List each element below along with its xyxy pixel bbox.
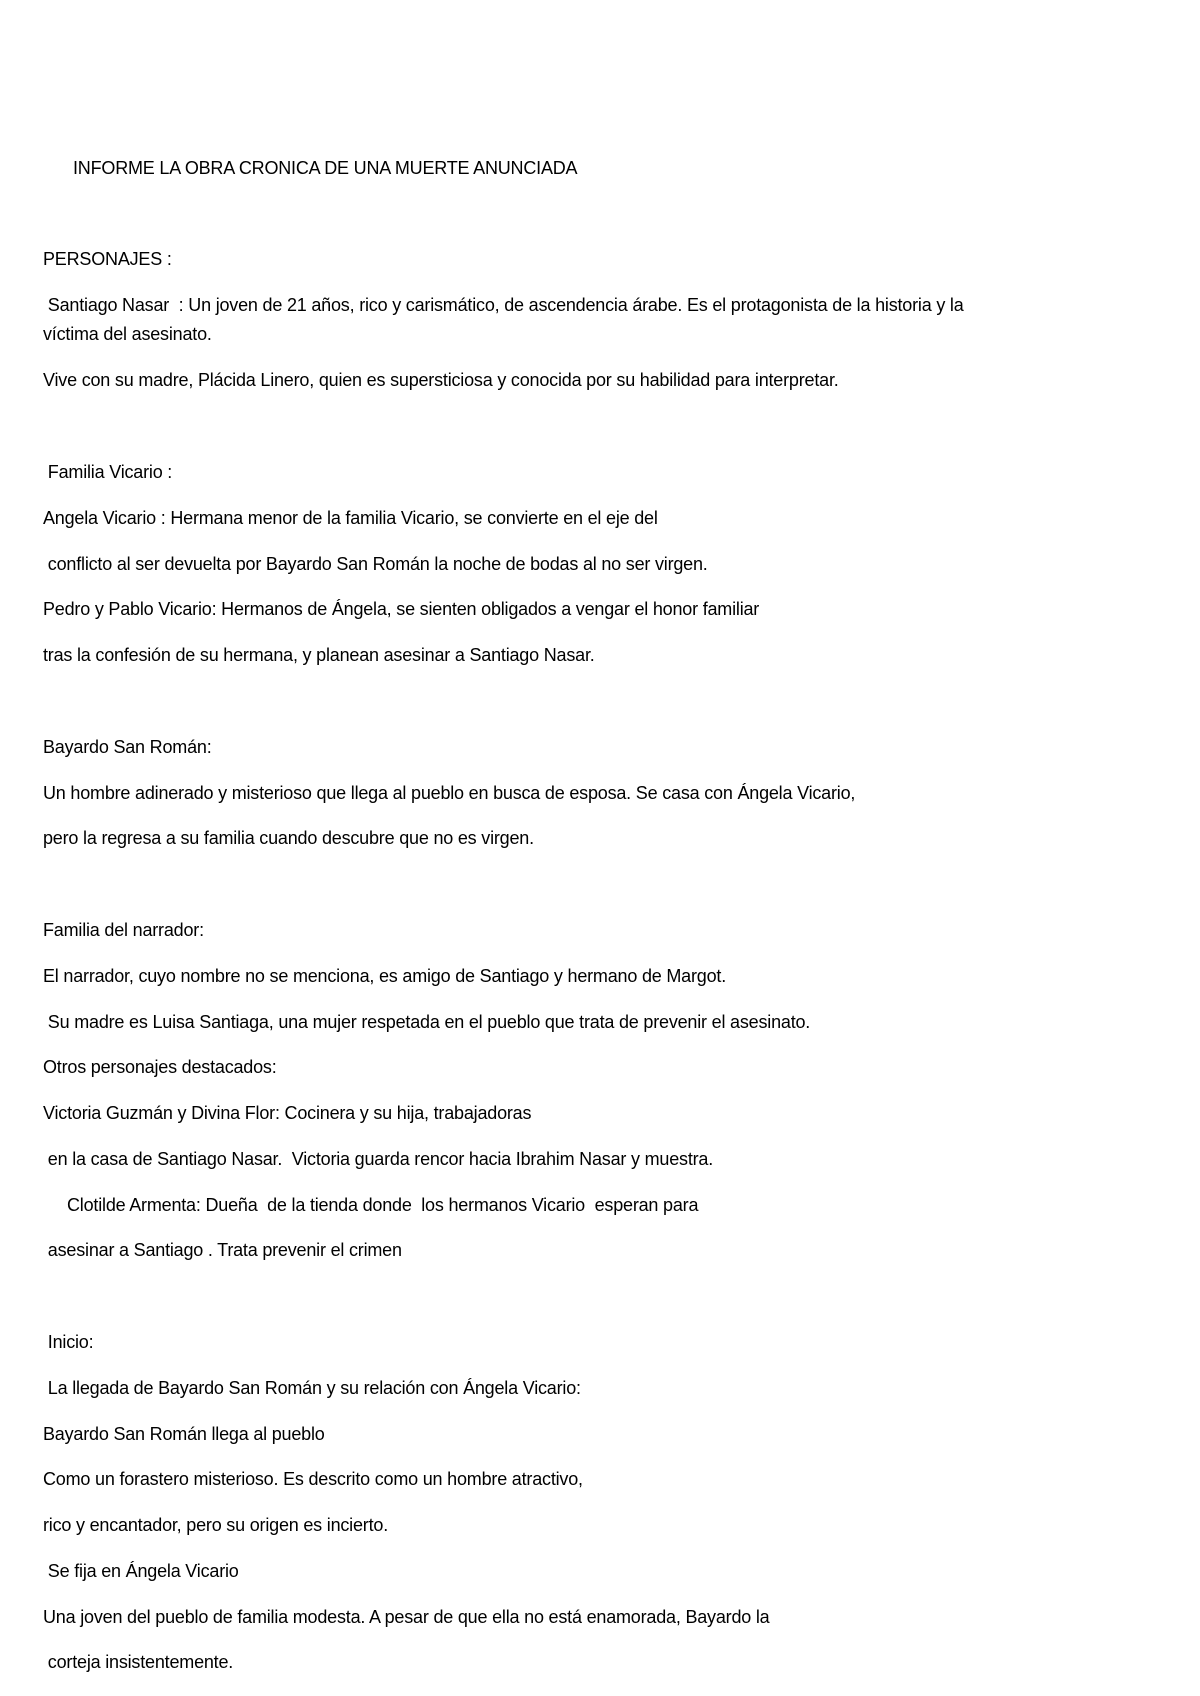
text-line: La llegada de Bayardo San Román y su relación con Ángela Vicario:	[43, 1378, 581, 1398]
text-line: Angela Vicario : Hermana menor de la familia Vicario, se convierte en el eje del	[43, 508, 658, 528]
text-line: Bayardo San Román llega al pueblo	[43, 1424, 325, 1444]
document-title: INFORME LA OBRA CRONICA DE UNA MUERTE ANUNCIADA	[73, 158, 578, 178]
text-line: Se fija en Ángela Vicario	[43, 1561, 239, 1581]
text-line: Victoria Guzmán y Divina Flor: Cocinera y su hija, trabajadoras	[43, 1103, 532, 1123]
text-line: en la casa de Santiago Nasar. Victoria guarda rencor hacia Ibrahim Nasar y muestra.	[43, 1149, 714, 1169]
text-line: rico y encantador, pero su origen es incierto.	[43, 1515, 388, 1535]
text-line: víctima del asesinato.	[43, 324, 212, 344]
text-line: Bayardo San Román:	[43, 737, 212, 757]
text-line: asesinar a Santiago . Trata prevenir el crimen	[43, 1240, 402, 1260]
text-line: tras la confesión de su hermana, y planean asesinar a Santiago Nasar.	[43, 645, 595, 665]
text-line: Otros personajes destacados:	[43, 1057, 277, 1077]
text-line: Como un forastero misterioso. Es descrito como un hombre atractivo,	[43, 1469, 583, 1489]
text-line: Santiago Nasar : Un joven de 21 años, rico y carismático, de ascendencia árabe. Es el protagonista de la historia y la	[43, 295, 964, 315]
text-line: Familia Vicario :	[43, 462, 173, 482]
text-line: Vive con su madre, Plácida Linero, quien es supersticiosa y conocida por su habilidad para interpretar.	[43, 370, 839, 390]
text-line: corteja insistentemente.	[43, 1652, 234, 1672]
text-line: Una joven del pueblo de familia modesta. A pesar de que ella no está enamorada, Bayardo la	[43, 1607, 770, 1627]
text-line: Pedro y Pablo Vicario: Hermanos de Ángela, se sienten obligados a vengar el honor familiar	[43, 599, 760, 619]
text-line: Familia del narrador:	[43, 920, 204, 940]
text-line: conflicto al ser devuelta por Bayardo San Román la noche de bodas al no ser virgen.	[43, 554, 708, 574]
text-line: PERSONAJES :	[43, 249, 172, 269]
text-line: Inicio:	[43, 1332, 94, 1352]
text-line: pero la regresa a su familia cuando descubre que no es virgen.	[43, 828, 534, 848]
text-line: Clotilde Armenta: Dueña de la tienda donde los hermanos Vicario esperan para	[43, 1195, 699, 1215]
text-line: Su madre es Luisa Santiaga, una mujer respetada en el pueblo que trata de prevenir el asesinato.	[43, 1012, 811, 1032]
text-line: Un hombre adinerado y misterioso que llega al pueblo en busca de esposa. Se casa con Ángela Vicario,	[43, 783, 856, 803]
text-line: El narrador, cuyo nombre no se menciona, es amigo de Santiago y hermano de Margot.	[43, 966, 726, 986]
